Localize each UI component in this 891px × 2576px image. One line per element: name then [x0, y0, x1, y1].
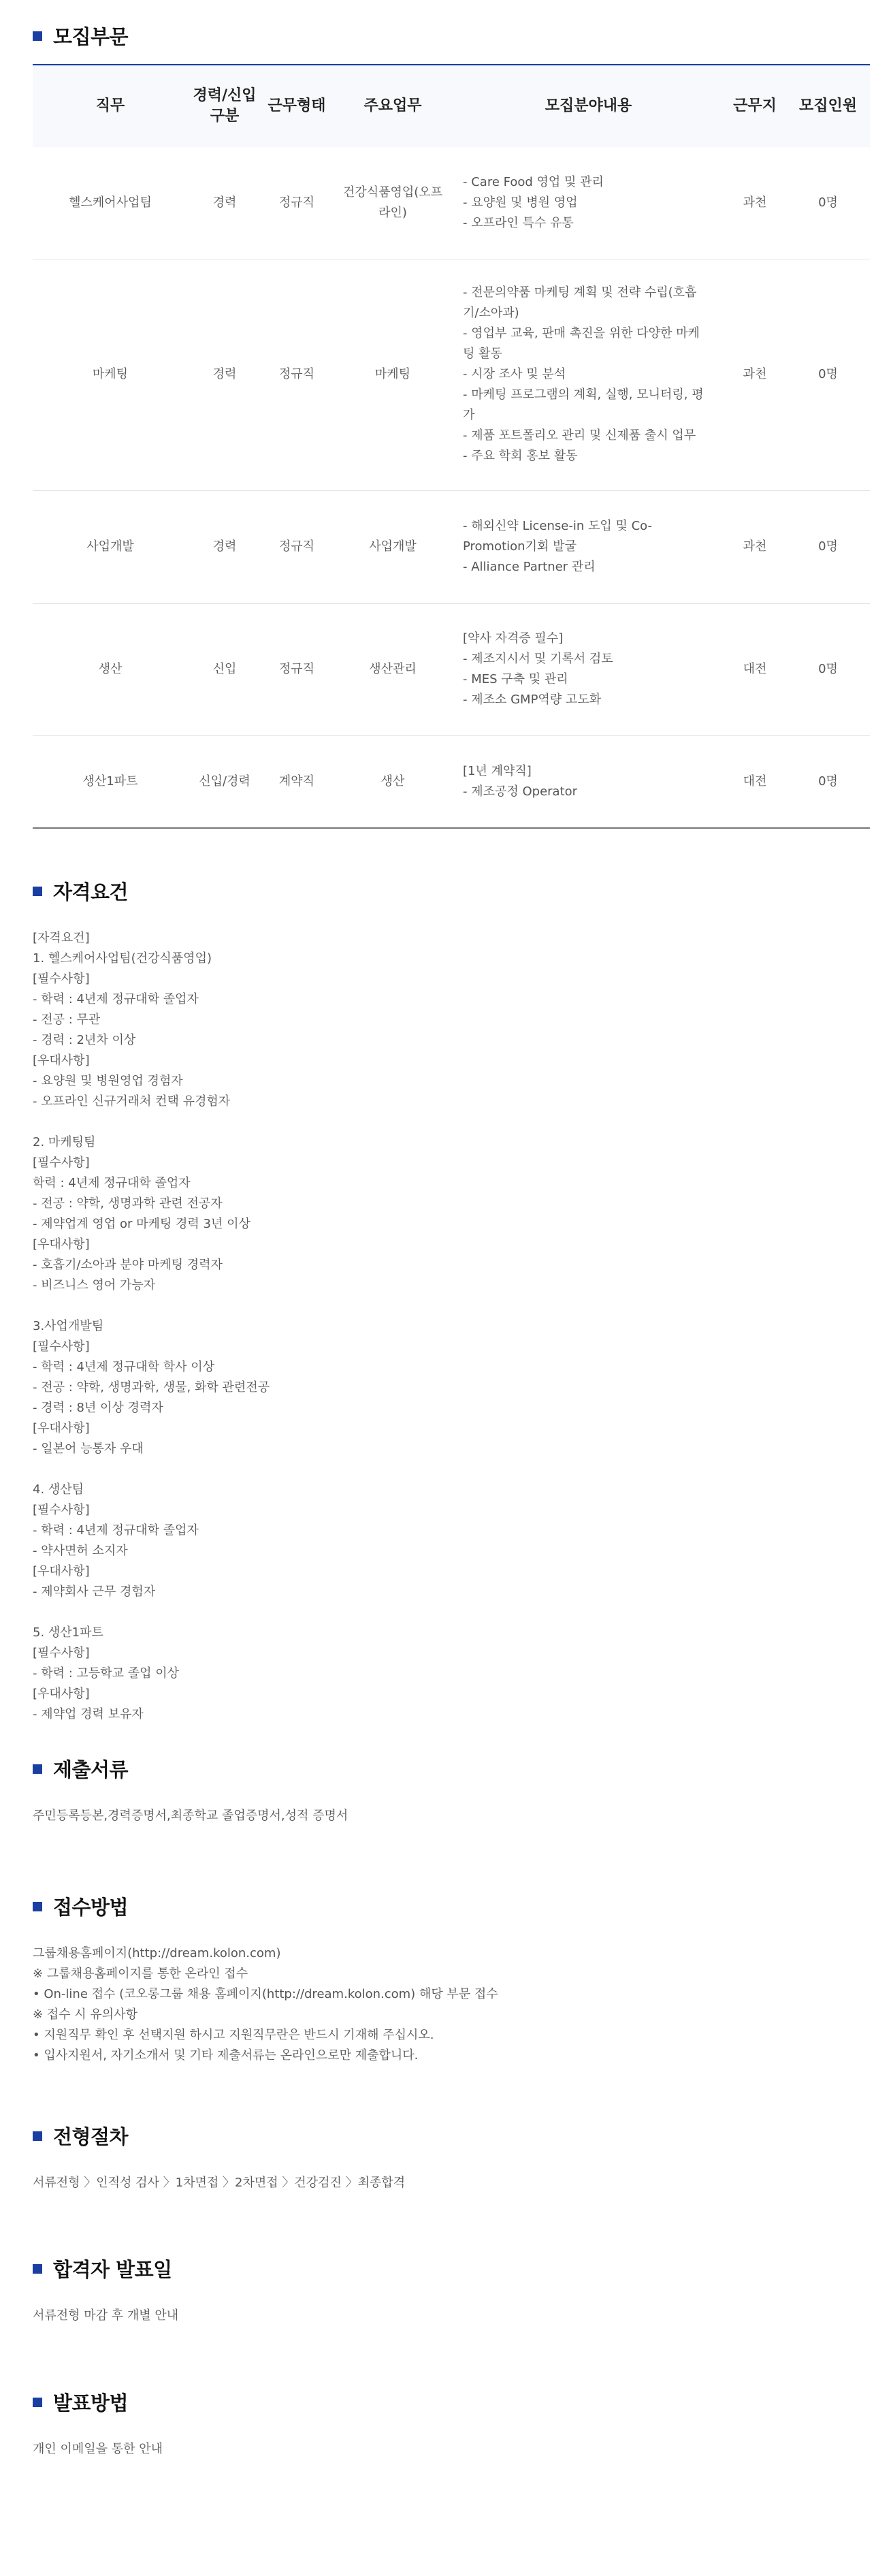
recruit-table	[33, 65, 870, 829]
detail-line: - MES 구축 및 관리	[463, 672, 568, 686]
cell-detail	[453, 147, 724, 259]
method-section-title	[33, 2388, 128, 2416]
cell-type: 경력	[188, 259, 261, 490]
detail-line: - 요양원 및 병원 영업	[463, 195, 578, 210]
recruit-section-title	[33, 22, 128, 50]
table-row	[33, 490, 870, 603]
cell-count: 0명	[786, 735, 870, 828]
cell-type: 경력	[188, 490, 261, 603]
cell-task: 사업개발	[332, 490, 453, 603]
cell-type: 신입	[188, 603, 261, 735]
cell-job: 헬스케어사업팀	[33, 147, 188, 259]
cell-task: 마케팅	[332, 259, 453, 490]
header-form: 근무형태	[261, 65, 332, 147]
title-marker-icon	[33, 31, 42, 41]
detail-line: 기/소아과)	[463, 306, 519, 320]
header-type: 경력/신입 구분	[188, 65, 261, 147]
header-count: 모집인원	[786, 65, 870, 147]
detail-line: - Care Food 영업 및 관리	[463, 174, 604, 189]
cell-job: 생산	[33, 603, 188, 735]
detail-line: - 주요 학회 홍보 활동	[463, 449, 578, 463]
cell-form: 정규직	[261, 603, 332, 735]
detail-line: - 마케팅 프로그램의 계획, 실행, 모니터링, 평	[463, 387, 704, 402]
detail-line: - 제조공정 Operator	[463, 784, 578, 799]
detail-line: - 시장 조사 및 분석	[463, 367, 566, 381]
apply-section-title	[33, 1892, 128, 1920]
header-task: 주요업무	[332, 65, 453, 147]
detail-line: - 전문의약품 마케팅 계획 및 전략 수립(호흡	[463, 285, 697, 300]
method-text: 개인 이메일을 통한 안내	[33, 2442, 163, 2456]
documents-title-text: 제출서류	[53, 1758, 129, 1781]
qualification-text: [자격요건] 1. 헬스케어사업팀(건강식품영업) [필수사항] - 학력 : 4년제 정규대학 졸업자 - 전공 : 무관 - 경력 : 2년차 이상 [우대사항] - 요양원 및 병원영업 경험자 - 오프라인 신규거래처 컨택 유경험자 2. 마케팅팀 [필수사항] 학력 : 4년제 정규대학 졸업자 - 전공 : 약학, 생명과학 관련 전공자 - 제약업계 영업 or 마케팅 경력 3년 이상 [우대사항] - 호흡기/소아과 분야 마케팅 경력자 - 비즈니스 영어 가능자 3.사업개발팀 [필수사항] - 학력 : 4년제 정규대학 학사 이상 - 전공 : 약학, 생명과학, 생물, 화학 관련전공 - 경력 : 8년 이상 경력자 [우대사항] - 일본어 능통자 우대 4. 생산팀 [필수사항] - 학력 : 4년제 정규대학 졸업자 - 약사면허 소지자 [우대사항] - 제약회사 근무 경험자 5. 생산1파트 [필수사항] - 학력 : 고등학교 졸업 이상 [우대사항] - 제약업 경력 보유자	[33, 931, 270, 1721]
process-title-text: 전형절차	[53, 2125, 129, 2148]
qualification-section-title	[33, 877, 128, 905]
cell-task: 생산관리	[332, 603, 453, 735]
cell-count: 0명	[786, 147, 870, 259]
table-row	[33, 603, 870, 735]
apply-text: 그룹채용홈페이지(http://dream.kolon.com) ※ 그룹채용홈페이지를 통한 온라인 접수 • On-line 접수 (코오롱그룹 채용 홈페이지(http://dream.kolon.com) 해당 부문 접수 ※ 접수 시 유의사항 • 지원직무 확인 후 선택지원 하시고 지원직무란은 반드시 기재해 주십시오. • 입사지원서, 자기소개서 및 기타 제출서류는 온라인으로만 제출합니다.	[33, 1946, 498, 2063]
cell-detail	[453, 735, 724, 828]
cell-place: 대전	[724, 603, 786, 735]
table-row	[33, 147, 870, 259]
cell-detail	[453, 490, 724, 603]
title-marker-icon	[33, 2398, 42, 2407]
detail-line: 팅 활동	[463, 347, 502, 361]
cell-form: 정규직	[261, 259, 332, 490]
cell-form: 계약직	[261, 735, 332, 828]
title-marker-icon	[33, 1902, 42, 1911]
cell-form: 정규직	[261, 147, 332, 259]
cell-count: 0명	[786, 259, 870, 490]
detail-line: - 제조지시서 및 기록서 검토	[463, 652, 613, 666]
detail-line: Promotion기회 발굴	[463, 539, 577, 554]
cell-count: 0명	[786, 490, 870, 603]
method-title-text: 발표방법	[53, 2391, 129, 2415]
cell-detail	[453, 603, 724, 735]
title-marker-icon	[33, 887, 42, 896]
announce-section-title	[33, 2255, 172, 2283]
header-job: 직무	[33, 65, 188, 147]
process-text: 서류전형 〉인적성 검사 〉1차면접 〉2차면접 〉건강검진 〉최종합격	[33, 2176, 406, 2190]
title-marker-icon	[33, 2264, 42, 2274]
cell-detail	[453, 259, 724, 490]
cell-job: 생산1파트	[33, 735, 188, 828]
cell-place: 과천	[724, 147, 786, 259]
header-detail: 모집분야내용	[453, 65, 724, 147]
detail-line: [약사 자격증 필수]	[463, 631, 564, 646]
detail-line: [1년 계약직]	[463, 763, 532, 778]
title-marker-icon	[33, 1764, 42, 1774]
table-row	[33, 259, 870, 490]
cell-place: 대전	[724, 735, 786, 828]
documents-text: 주민등록등본,경력증명서,최종학교 졸업증명서,성적 증명서	[33, 1809, 349, 1823]
cell-type: 경력	[188, 147, 261, 259]
announce-text: 서류전형 마감 후 개별 안내	[33, 2308, 179, 2323]
cell-place: 과천	[724, 259, 786, 490]
detail-line: - 제조소 GMP역량 고도화	[463, 693, 602, 707]
table-header-row	[33, 65, 870, 147]
recruit-title-text: 모집부문	[53, 25, 129, 48]
process-section-title	[33, 2122, 128, 2150]
detail-line: - 영업부 교육, 판매 촉진을 위한 다양한 마케	[463, 326, 700, 340]
cell-form: 정규직	[261, 490, 332, 603]
cell-job: 사업개발	[33, 490, 188, 603]
documents-section-title	[33, 1755, 128, 1783]
title-marker-icon	[33, 2131, 42, 2141]
cell-place: 과천	[724, 490, 786, 603]
detail-line: 가	[463, 408, 475, 422]
cell-count: 0명	[786, 603, 870, 735]
detail-line: - 해외신약 License-in 도입 및 Co-	[463, 519, 652, 533]
apply-title-text: 접수방법	[53, 1896, 129, 1919]
cell-type: 신입/경력	[188, 735, 261, 828]
cell-task: 건강식품영업(오프라인)	[332, 147, 453, 259]
qualification-title-text: 자격요건	[53, 880, 129, 904]
detail-line: - 제품 포트폴리오 관리 및 신제품 출시 업무	[463, 428, 696, 443]
table-row	[33, 735, 870, 828]
header-place: 근무지	[724, 65, 786, 147]
cell-job: 마케팅	[33, 259, 188, 490]
detail-line: - 오프라인 특수 유통	[463, 215, 574, 230]
cell-task: 생산	[332, 735, 453, 828]
announce-title-text: 합격자 발표일	[53, 2258, 172, 2281]
detail-line: - Alliance Partner 관리	[463, 560, 596, 574]
